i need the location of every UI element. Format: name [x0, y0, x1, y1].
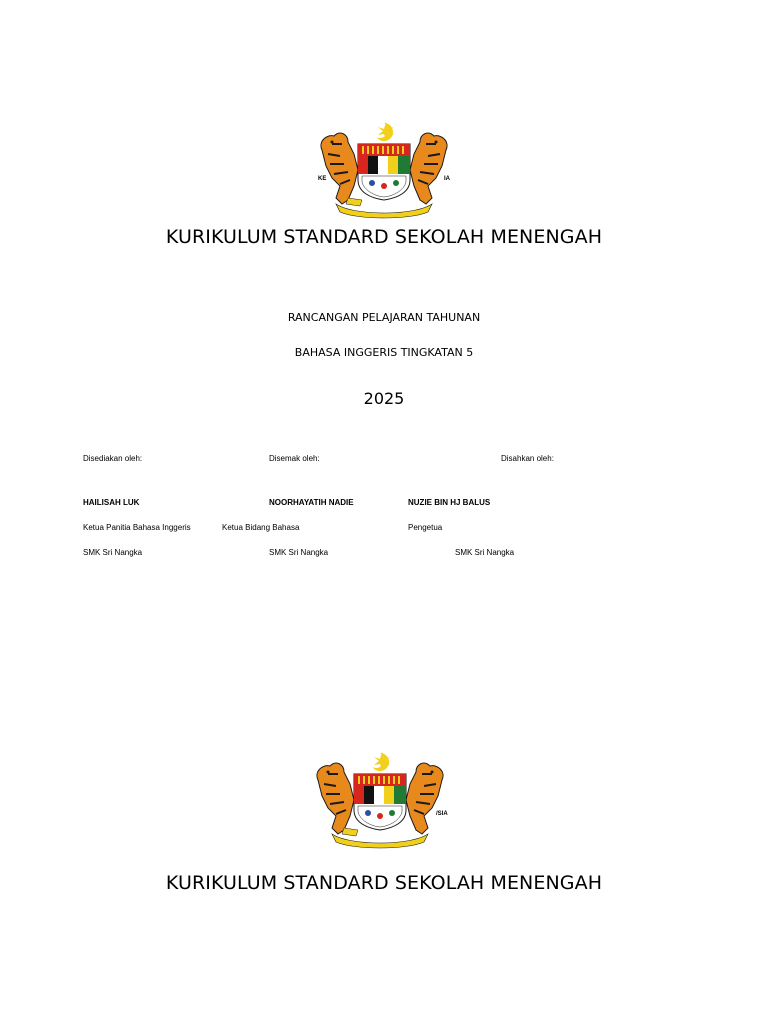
coat-of-arms-image: [314, 120, 454, 220]
crescent-star-icon: [368, 752, 390, 771]
shield-icon: [354, 774, 406, 830]
prepared-by-label: Disediakan oleh:: [83, 454, 143, 463]
left-tiger-icon: [321, 133, 358, 204]
prepared-by-name: HAILISAH LUK: [83, 498, 140, 507]
motto-ribbon-icon: [332, 828, 428, 848]
approved-by-school: SMK Sri Nangka: [455, 548, 515, 557]
reviewed-by-label: Disemak oleh:: [269, 454, 320, 463]
subject-title: BAHASA INGGERIS TINGKATAN 5: [294, 346, 474, 359]
crescent-star-icon: [372, 122, 394, 141]
reviewed-by-role: Ketua Bidang Bahasa: [222, 523, 300, 532]
coat-of-arms-bottom: [310, 750, 450, 850]
approved-by-name: NUZIE BIN HJ BALUS: [408, 498, 491, 507]
prepared-by-role: Ketua Panitia Bahasa Inggeris: [83, 523, 191, 532]
motto-ribbon-icon: [336, 198, 432, 218]
reviewed-by-school: SMK Sri Nangka: [269, 548, 329, 557]
left-tiger-icon: [317, 763, 354, 834]
crest-side-text-left: KE: [318, 176, 327, 182]
year-label: 2025: [363, 389, 405, 408]
page-title-second: KURIKULUM STANDARD SEKOLAH MENENGAH: [165, 872, 603, 894]
crest-side-text-right: IA: [444, 176, 450, 182]
approved-by-label: Disahkan oleh:: [501, 454, 554, 463]
coat-of-arms-top: [314, 120, 454, 220]
plan-title: RANCANGAN PELAJARAN TAHUNAN: [287, 311, 481, 324]
shield-icon: [358, 144, 410, 200]
right-tiger-icon: [410, 133, 447, 204]
reviewed-by-name: NOORHAYATIH NADIE: [269, 498, 354, 507]
right-tiger-icon: [406, 763, 443, 834]
approved-by-role: Pengetua: [408, 523, 443, 532]
coat-of-arms-image: [310, 750, 450, 850]
crest-side-text-right: /SIA: [436, 811, 448, 817]
prepared-by-school: SMK Sri Nangka: [83, 548, 143, 557]
page-title: KURIKULUM STANDARD SEKOLAH MENENGAH: [165, 226, 603, 248]
